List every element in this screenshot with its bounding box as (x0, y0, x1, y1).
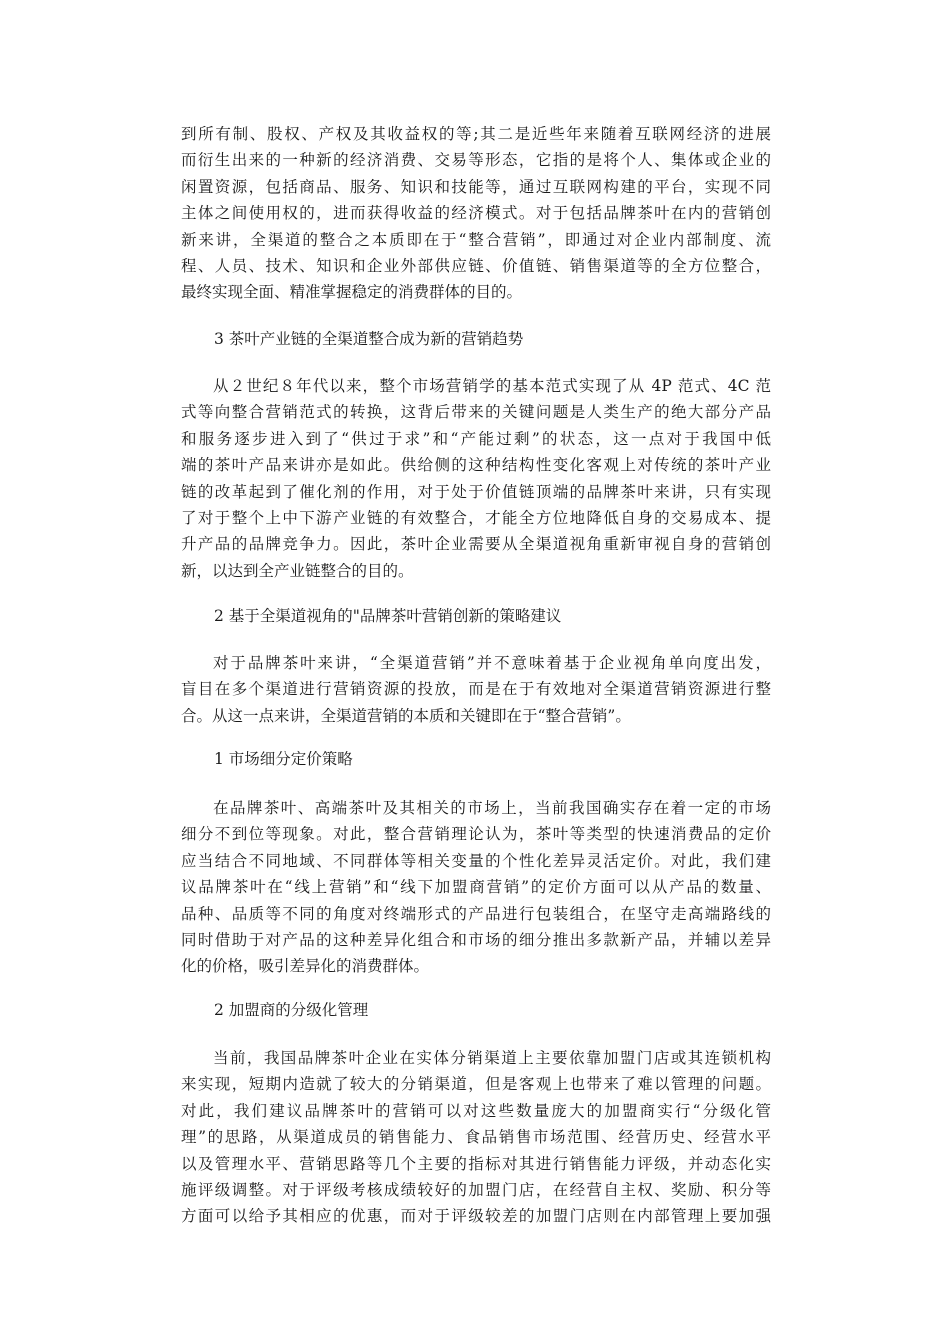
text-line: 对于品牌茶叶来讲，“全渠道营销”并不意味着基于企业视角单向度出发， (213, 654, 771, 672)
text-line: 而衍生出来的一种新的经济消费、交易等形态，它指的是将个人、集体或企业的 (181, 151, 771, 170)
paragraph-pricing-strategy (181, 795, 771, 980)
text-line: 议品牌茶叶在“线上营销”和“线下加盟商营销”的定价方面可以从产品的数量、 (181, 878, 771, 897)
text-line: 方面可以给予其相应的优惠，而对于评级较差的加盟门店则在内部管理上要加强 (181, 1207, 771, 1226)
text-line: 到所有制、股权、产权及其收益权的等;其二是近些年来随着互联网经济的进展 (181, 125, 771, 143)
text-line: 品种、品质等不同的角度对终端形式的产品进行包装组合，在坚守走高端路线的 (181, 904, 771, 923)
text-line: 化的价格，吸引差异化的消费群体。 (181, 957, 430, 976)
paragraph-marketing-paradigm (181, 373, 771, 584)
text-line: 从２世纪８年代以来，整个市场营销学的基本范式实现了从 4P 范式、4C 范 (213, 377, 771, 395)
text-line: 理”的思路，从渠道成员的销售能力、食品销售市场范围、经营历史、经营水平 (181, 1128, 771, 1147)
paragraph-ownership-sharing-economy (181, 121, 771, 306)
text-line: 同时借助于对产品的这种差异化组合和市场的细分推出多款新产品，并辅以差异 (181, 930, 771, 949)
text-line: 新来讲，全渠道的整合之本质即在于“整合营销”，即通过对企业内部制度、流 (181, 230, 771, 249)
text-line: 应当结合不同地域、不同群体等相关变量的个性化差异灵活定价。对此，我们建 (181, 851, 771, 870)
text-line: 细分不到位等现象。对此，整合营销理论认为，茶叶等类型的快速消费品的定价 (181, 825, 771, 844)
section-heading-strategy: 2 基于全渠道视角的"品牌茶叶营销创新的策略建议 (214, 607, 562, 625)
text-line: 链的改革起到了催化剂的作用，对于处于价值链顶端的品牌茶叶来讲，只有实现 (181, 482, 771, 501)
text-line: 和服务逐步进入到了“供过于求”和“产能过剩”的状态，这一点对于我国中低 (181, 429, 771, 448)
section-heading-pricing: 1 市场细分定价策略 (214, 750, 353, 768)
section-heading-franchise: 2 加盟商的分级化管理 (214, 1001, 369, 1019)
text-line: 端的茶叶产品来讲亦是如此。供给侧的这种结构性变化客观上对传统的茶叶产业 (181, 456, 771, 475)
text-line: 主体之间使用权的，进而获得收益的经济模式。对于包括品牌茶叶在内的营销创 (181, 204, 771, 223)
text-line: 对此，我们建议品牌茶叶的营销可以对这些数量庞大的加盟商实行“分级化管 (181, 1101, 771, 1120)
text-line: 来实现，短期内造就了较大的分销渠道，但是客观上也带来了难以管理的问题。 (181, 1075, 771, 1094)
text-line: 式等向整合营销范式的转换，这背后带来的关键问题是人类生产的绝大部分产品 (181, 403, 771, 422)
paragraph-franchise-management (181, 1045, 771, 1230)
text-line: 闲置资源，包括商品、服务、知识和技能等，通过互联网构建的平台，实现不同 (181, 177, 771, 196)
text-line: 在品牌茶叶、高端茶叶及其相关的市场上，当前我国确实存在着一定的市场 (213, 799, 771, 817)
text-line: 当前，我国品牌茶叶企业在实体分销渠道上主要依靠加盟门店或其连锁机构 (213, 1049, 771, 1067)
text-line: 升产品的品牌竞争力。因此，茶叶企业需要从全渠道视角重新审视自身的营销创 (181, 535, 771, 554)
text-line: 最终实现全面、精准掌握稳定的消费群体的目的。 (181, 283, 523, 302)
text-line: 了对于整个上中下游产业链的有效整合，才能全方位地降低自身的交易成本、提 (181, 508, 771, 527)
text-line: 以及管理水平、营销思路等几个主要的指标对其进行销售能力评级，并动态化实 (181, 1154, 771, 1173)
text-line: 盲目在多个渠道进行营销资源的投放，而是在于有效地对全渠道营销资源进行整 (181, 680, 771, 699)
text-line: 新，以达到全产业链整合的目的。 (181, 561, 414, 580)
text-line: 程、人员、技术、知识和企业外部供应链、价值链、销售渠道等的全方位整合， (181, 256, 771, 275)
text-line: 合。从这一点来讲，全渠道营销的本质和关键即在于“整合营销”。 (181, 706, 631, 725)
paragraph-omnichannel (181, 650, 771, 729)
section-heading-industry-chain: 3 茶叶产业链的全渠道整合成为新的营销趋势 (214, 330, 524, 348)
text-line: 施评级调整。对于评级考核成绩较好的加盟门店，在经营自主权、奖励、积分等 (181, 1180, 771, 1199)
